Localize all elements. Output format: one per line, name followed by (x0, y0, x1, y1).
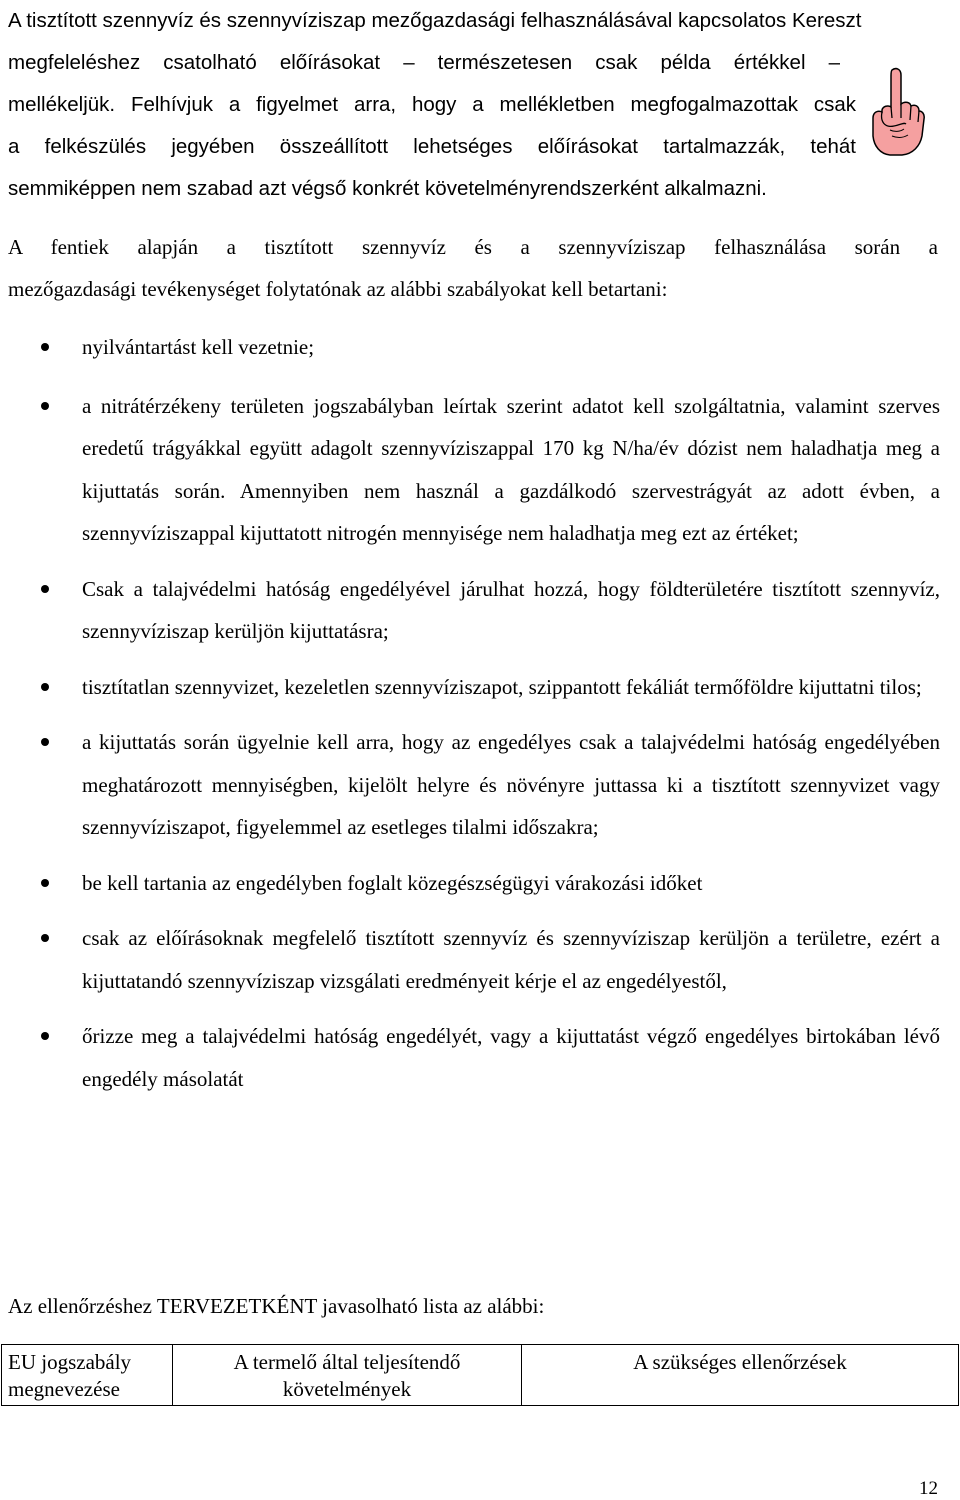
list-item-text: tisztítatlan szennyvizet, kezeletlen szennyvíziszapot, szippantott fekáliát termőföldre kijuttatni tilos; (82, 674, 922, 699)
bullet-icon (41, 1032, 49, 1040)
intro-line-3: mellékeljük. Felhívjuk a figyelmet arra, hogy a mellékletben megfogalmazottak csak (8, 93, 856, 116)
bullet-icon (41, 738, 49, 746)
list-item-text: nyilvántartást kell vezetnie; (82, 335, 315, 359)
list-item-text: a nitrátérzékeny területen jogszabályban leírtak szerint adatot kell szolgáltatnia, valamint szerves eredetű trágyákkal együtt adagolt szennyvíziszappal 170 kg N/ha/év dózist nem haladhatja meg a kijuttatás során. Amennyiben nem használ a gazdálkodó szervestrágyát az adott évben, a szennyvíziszappal kijuttatott nitrogén mennyisége nem haladhatja meg ezt az értéket; (82, 393, 940, 545)
rules-intro-paragraph (8, 226, 938, 310)
table-header-row (2, 1345, 959, 1406)
list-item (0, 385, 940, 555)
page-number: 12 (919, 1478, 938, 1499)
list-item (0, 721, 940, 849)
table-header-eu-regulation: EU jogszabály megnevezése (2, 1345, 173, 1406)
list-item-text: be kell tartania az engedélyben foglalt közegészségügyi várakozási időket (82, 870, 703, 895)
list-item (0, 862, 940, 905)
list-item-text: őrizze meg a talajvédelmi hatóság engedélyét, vagy a kijuttatást végző engedélyes birtokában lévő engedély másolatát (82, 1024, 940, 1091)
list-item (0, 666, 940, 709)
bullet-icon (41, 585, 49, 593)
bullet-icon (41, 879, 49, 887)
bullet-icon (41, 683, 49, 691)
list-item (0, 568, 940, 653)
rules-list (0, 326, 940, 1100)
rules-intro-line-2: mezőgazdasági tevékenységet folytatónak az alábbi szabályokat kell betartani: (8, 277, 668, 301)
intro-note (8, 0, 940, 210)
list-item-text: a kijuttatás során ügyelnie kell arra, hogy az engedélyes csak a talajvédelmi hatóság engedélyében meghatározott mennyiségben, kijelölt helyre és növényre juttassa ki a tisztított szennyvizet vagy szennyvíziszapot, figyelemmel az esetleges tilalmi időszakra; (82, 730, 940, 839)
intro-line-5: semmiképpen nem szabad azt végső konkrét követelményrendszerként alkalmazni. (8, 177, 767, 200)
bullet-icon (41, 343, 49, 351)
table-header-checks: A szükséges ellenőrzések (522, 1345, 959, 1406)
bullet-icon (41, 934, 49, 942)
list-item-text: Csak a talajvédelmi hatóság engedélyével járulhat hozzá, hogy földterületére tisztított szennyvíz, szennyvíziszap kerüljön kijuttatásra; (82, 576, 940, 643)
intro-line-4: a felkészülés jegyében összeállított lehetséges előírásokat tartalmazzák, tehát (8, 135, 856, 158)
rules-intro-line-1: A fentiek alapján a tisztított szennyvíz és a szennyvíziszap felhasználása során a (8, 235, 938, 259)
intro-line-1: A tisztított szennyvíz és szennyvíziszap mezőgazdasági felhasználásával kapcsolatos Kereszt (8, 9, 862, 32)
intro-line-2: megfeleléshez csatolható előírásokat – természetesen csak példa értékkel – (8, 51, 840, 74)
table-header-requirements: A termelő által teljesítendő követelmények (173, 1345, 522, 1406)
list-item (0, 917, 940, 1002)
checklist-intro: Az ellenőrzéshez TERVEZETKÉNT javasolható lista az alábbi: (8, 1294, 545, 1318)
requirements-table (1, 1344, 959, 1406)
list-item (0, 326, 940, 369)
bullet-icon (41, 402, 49, 410)
list-item (0, 1015, 940, 1100)
pointing-hand-icon (870, 66, 926, 158)
list-item-text: csak az előírásoknak megfelelő tisztított szennyvíz és szennyvíziszap kerüljön a területre, ezért a kijuttatandó szennyvíziszap vizsgálati eredményeit kérje el az engedélyestől, (82, 926, 940, 993)
